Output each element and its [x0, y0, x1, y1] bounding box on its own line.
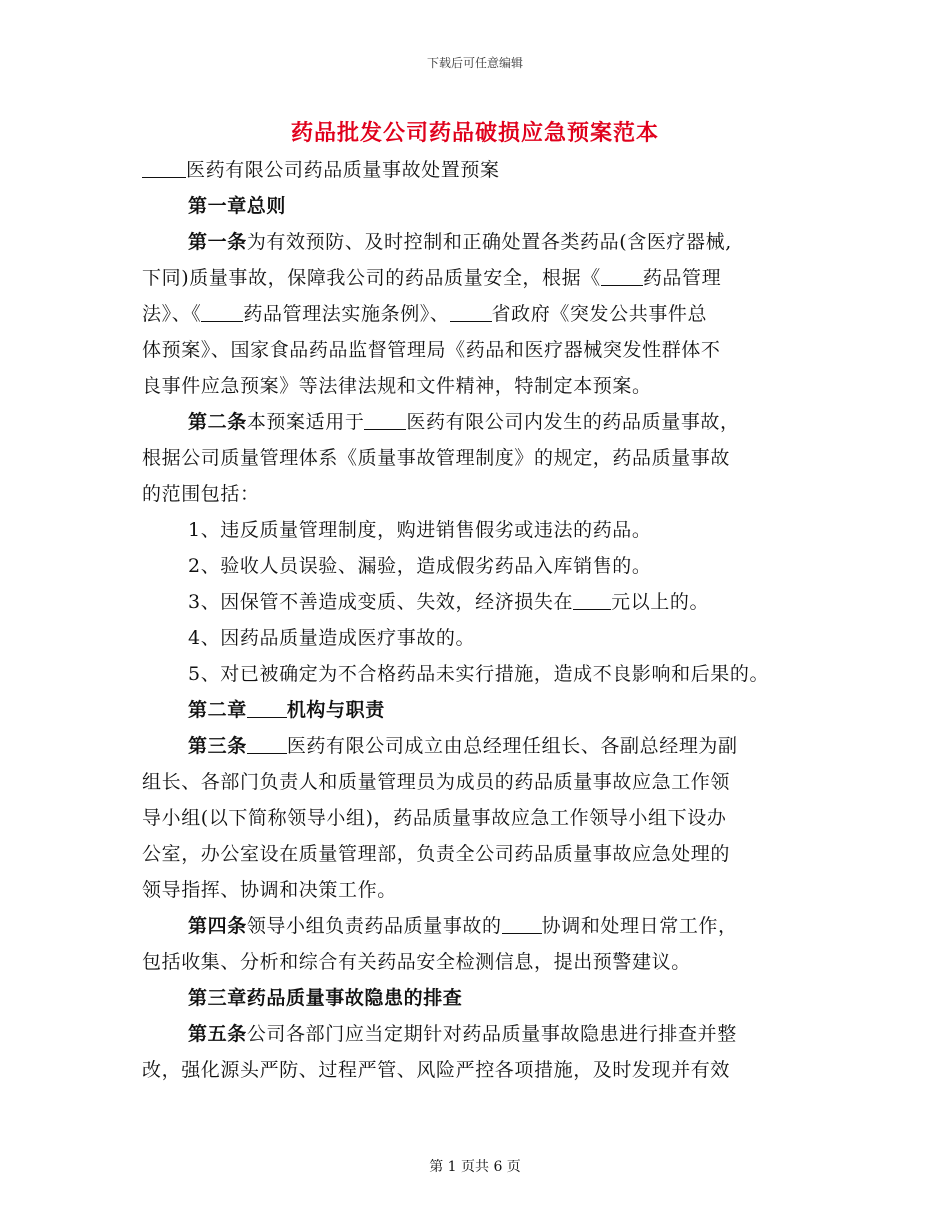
article-3-line-1 — [142, 728, 802, 764]
article-1-line-3 — [142, 296, 802, 332]
article-2-line-3: 的范围包括： — [142, 483, 260, 505]
blank-field — [502, 909, 542, 934]
chapter-1-heading: 第一章总则 — [188, 195, 287, 217]
article-3-line-3: 导小组(以下简称领导小组)，药品质量事故应急工作领导小组下设办 — [142, 807, 727, 829]
article-5-line-2: 改，强化源头严防、过程严管、风险严控各项措施，及时发现并有效 — [142, 1059, 731, 1081]
list-item-1: 1、违反质量管理制度，购进销售假劣或违法的药品。 — [188, 519, 652, 541]
subtitle-line — [142, 152, 802, 188]
article-text: 药品管理法实施条例》、 — [243, 303, 450, 325]
list-item-5: 5、对已被确定为不合格药品未实行措施，造成不良影响和后果的。 — [188, 663, 770, 685]
article-3-line-2: 组长、各部门负责人和质量管理员为成员的药品质量事故应急工作领 — [142, 771, 731, 793]
chapter-2-heading — [142, 692, 802, 728]
article-4-line-2: 包括收集、分析和综合有关药品安全检测信息，提出预警建议。 — [142, 951, 691, 973]
article-1-line-1 — [142, 224, 802, 260]
article-label: 第一条 — [188, 231, 247, 253]
blank-field — [142, 153, 186, 178]
article-text: 领导小组负责药品质量事故的 — [246, 915, 502, 937]
article-text: 法》、《 — [142, 303, 202, 325]
blank-field — [201, 297, 243, 322]
article-1-line-2 — [142, 260, 802, 296]
blank-field — [450, 297, 492, 322]
article-2-line-1 — [142, 404, 802, 440]
document-body — [142, 152, 802, 1088]
article-text: 省政府《突发公共事件总 — [491, 303, 708, 325]
article-1-line-5: 良事件应急预案》等法律法规和文件精神，特制定本预案。 — [142, 375, 652, 397]
article-text: 协调和处理日常工作， — [541, 915, 738, 937]
blank-field — [364, 405, 406, 430]
article-label: 第四条 — [188, 915, 247, 937]
article-2-line-2: 根据公司质量管理体系《质量事故管理制度》的规定，药品质量事故 — [142, 447, 731, 469]
document-title: 药品批发公司药品破损应急预案范本 — [290, 120, 659, 146]
item-text: 元以上的。 — [611, 591, 710, 613]
article-5-line-1 — [142, 1016, 802, 1052]
article-text: 医药有限公司内发生的药品质量事故， — [406, 411, 740, 433]
article-label: 第五条 — [188, 1023, 247, 1045]
chapter-3-heading: 第三章药品质量事故隐患的排查 — [188, 987, 463, 1009]
article-label: 第三条 — [188, 735, 247, 757]
article-label: 第二条 — [188, 411, 247, 433]
article-4-line-1 — [142, 908, 802, 944]
article-text: 下同)质量事故，保障我公司的药品质量安全，根据《 — [142, 267, 601, 289]
list-item-2: 2、验收人员误验、漏验，造成假劣药品入库销售的。 — [188, 555, 652, 577]
blank-field — [601, 261, 643, 286]
blank-field — [247, 693, 287, 718]
article-text: 本预案适用于 — [246, 411, 365, 433]
article-text: 公司各部门应当定期针对药品质量事故隐患进行排查并整 — [246, 1023, 737, 1045]
list-item-3 — [142, 584, 802, 620]
list-item-4: 4、因药品质量造成医疗事故的。 — [188, 627, 476, 649]
subtitle-text: 医药有限公司药品质量事故处置预案 — [186, 159, 500, 181]
article-text: 药品管理 — [642, 267, 722, 289]
chapter-title: 机构与职责 — [286, 699, 385, 721]
article-text: 为有效预防、及时控制和正确处置各类药品(含医疗器械, — [246, 231, 732, 253]
article-1-line-4: 体预案》、国家食品药品监督管理局《药品和医疗器械突发性群体不 — [142, 339, 721, 361]
article-3-line-4: 公室，办公室设在质量管理部，负责全公司药品质量事故应急处理的 — [142, 843, 731, 865]
article-text: 医药有限公司成立由总经理任组长、各副总经理为副 — [286, 735, 738, 757]
chapter-label: 第二章 — [188, 699, 247, 721]
article-3-line-5: 领导指挥、协调和决策工作。 — [142, 879, 397, 901]
header-note: 下载后可任意编辑 — [426, 56, 523, 70]
blank-field — [573, 585, 611, 610]
page-footer: 第 1 页共 6 页 — [429, 1159, 521, 1175]
item-text: 3、因保管不善造成变质、失效，经济损失在 — [188, 591, 574, 613]
blank-field — [247, 729, 287, 754]
